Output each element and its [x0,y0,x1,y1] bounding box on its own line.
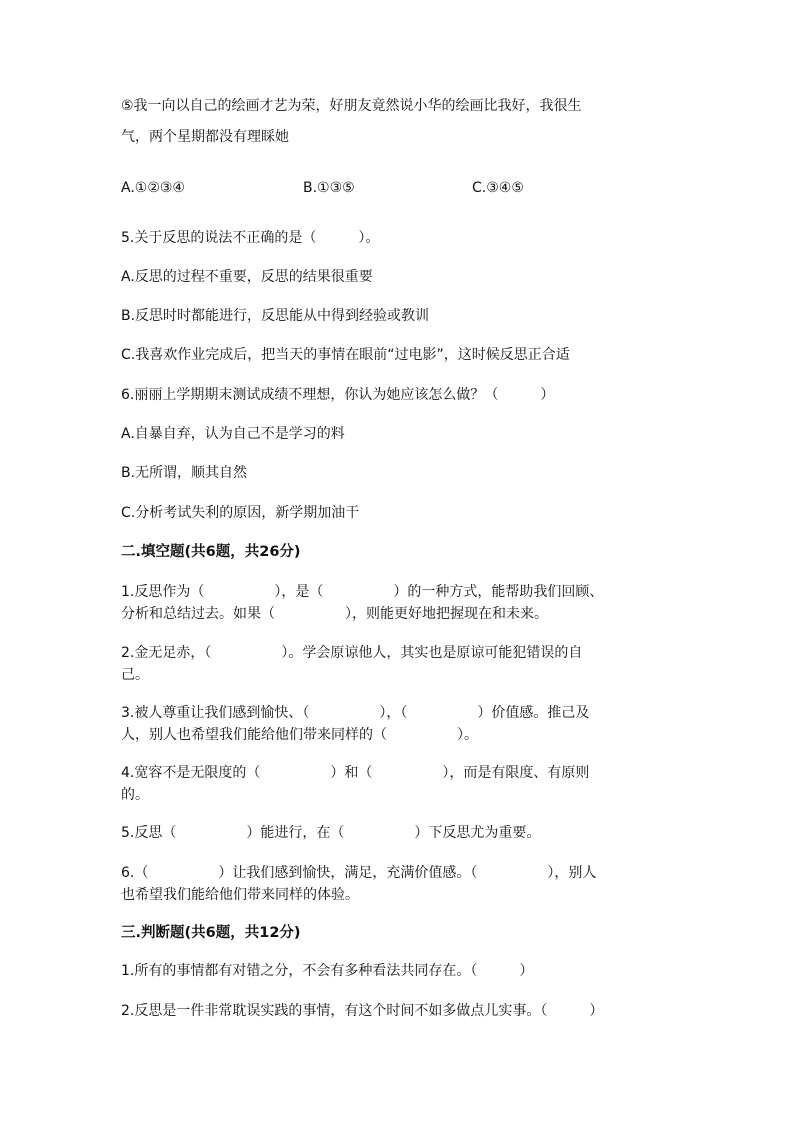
judge-q2: 2.反思是一件非常耽误实践的事情，有这个时间不如多做点儿实事。（ ） [121,1003,604,1019]
q6-option-a: A.自暴自弃，认为自己不是学习的料 [121,426,345,442]
q4-option-c: C.③④⑤ [472,180,524,196]
fill-q1-line2: 分析和总结过去。如果（ ），则能更好地把握现在和未来。 [121,606,548,622]
fill-q5-line1: 5.反思（ ）能进行，在（ ）下反思尤为重要。 [121,825,541,841]
q4-item5-line2: 气，两个星期都没有理睬她 [121,129,289,145]
fill-q4-line1: 4.宽容不是无限度的（ ）和（ ），而是有限度、有原则 [121,765,590,781]
q4-option-a: A.①②③④ [121,180,185,196]
q5-option-a: A.反思的过程不重要，反思的结果很重要 [121,269,373,285]
fill-q6-line1: 6.（ ）让我们感到愉快，满足，充满价值感。（ ），别人 [121,865,597,881]
fill-q4-line2: 的。 [121,787,149,803]
fill-q6-line2: 也希望我们能给他们带来同样的体验。 [121,887,359,903]
q5-option-b: B.反思时时都能进行，反思能从中得到经验或教训 [121,308,430,324]
q6-option-c: C.分析考试失利的原因，新学期加油干 [121,505,360,521]
fill-q3-line2: 人，别人也希望我们能给他们带来同样的（ ）。 [121,727,478,743]
q4-item5-line1: ⑤我一向以自己的绘画才艺为荣，好朋友竟然说小华的绘画比我好，我很生 [121,98,582,114]
fill-q2-line2: 己。 [121,667,149,683]
fill-q1-line1: 1.反思作为（ ），是（ ）的一种方式，能帮助我们回顾、 [121,584,604,600]
section2-title: 二.填空题(共6题，共26分) [121,544,301,560]
fill-q2-line1: 2.金无足赤，（ ）。学会原谅他人，其实也是原谅可能犯错误的自 [121,645,583,661]
q6-option-b: B.无所谓，顺其自然 [121,465,248,481]
q5-option-c: C.我喜欢作业完成后，把当天的事情在眼前“过电影”，这时候反思正合适 [121,347,570,363]
q4-option-b: B.①③⑤ [303,180,355,196]
q5-stem: 5.关于反思的说法不正确的是（ ）。 [121,230,380,246]
fill-q3-line1: 3.被人尊重让我们感到愉快、（ ），（ ）价值感。推己及 [121,705,590,721]
section3-title: 三.判断题(共6题，共12分) [121,925,301,941]
judge-q1: 1.所有的事情都有对错之分，不会有多种看法共同存在。（ ） [121,963,534,979]
q6-stem: 6.丽丽上学期期末测试成绩不理想，你认为她应该怎么做？（ ） [121,387,555,403]
